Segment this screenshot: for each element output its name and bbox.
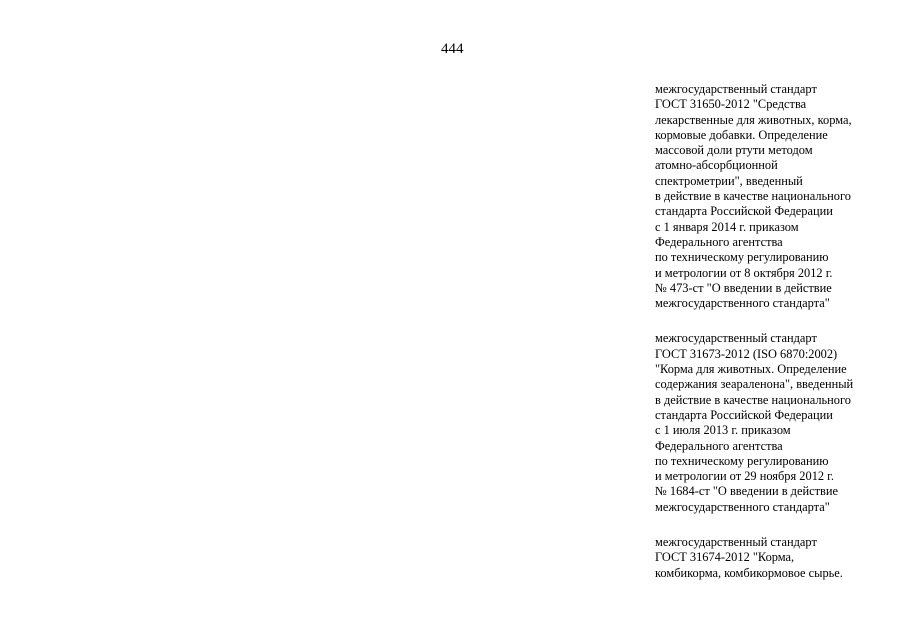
page-number: 444 <box>441 41 464 57</box>
text-line: № 1684-ст "О введении в действие <box>655 484 838 499</box>
standard-entry-gost-31674 <box>655 535 895 581</box>
text-line: в действие в качестве национального <box>655 189 851 204</box>
text-line: с 1 января 2014 г. приказом <box>655 219 799 234</box>
text-line: межгосударственный стандарт <box>655 331 817 346</box>
standard-entry-gost-31673 <box>655 331 895 515</box>
text-line: по техническому регулированию <box>655 453 829 468</box>
text-line: ГОСТ 31673-2012 (ISO 6870:2002) <box>655 346 838 361</box>
text-line: стандарта Российской Федерации <box>655 204 833 219</box>
text-line: по техническому регулированию <box>655 250 829 265</box>
text-line: спектрометрии", введенный <box>655 173 803 188</box>
text-line: № 473-ст "О введении в действие <box>655 280 832 295</box>
text-line: и метрологии от 29 ноября 2012 г. <box>655 469 834 484</box>
text-line: атомно-абсорбционной <box>655 158 778 173</box>
text-line: лекарственные для животных, корма, <box>655 112 852 127</box>
text-line: межгосударственного стандарта" <box>655 499 830 514</box>
text-line: Федерального агентства <box>655 438 783 453</box>
text-line: массовой доли ртути методом <box>655 143 813 158</box>
text-line: с 1 июля 2013 г. приказом <box>655 423 791 438</box>
text-line: и метрологии от 8 октября 2012 г. <box>655 265 833 280</box>
document-text-column <box>655 82 895 601</box>
text-line: ГОСТ 31674-2012 "Корма, <box>655 550 795 565</box>
text-line: стандарта Российской Федерации <box>655 407 833 422</box>
text-line: ГОСТ 31650-2012 "Средства <box>655 97 807 112</box>
text-line: содержания зеараленона", введенный <box>655 377 854 392</box>
text-line: межгосударственный стандарт <box>655 82 817 96</box>
text-line: "Корма для животных. Определение <box>655 362 847 377</box>
text-line: комбикорма, комбикормовое сырье. <box>655 565 843 580</box>
standard-entry-gost-31650 <box>655 82 895 311</box>
text-line: кормовые добавки. Определение <box>655 127 828 142</box>
text-line: межгосударственного стандарта" <box>655 296 830 311</box>
text-line: межгосударственный стандарт <box>655 535 817 550</box>
text-line: Федерального агентства <box>655 234 783 249</box>
text-line: в действие в качестве национального <box>655 392 851 407</box>
